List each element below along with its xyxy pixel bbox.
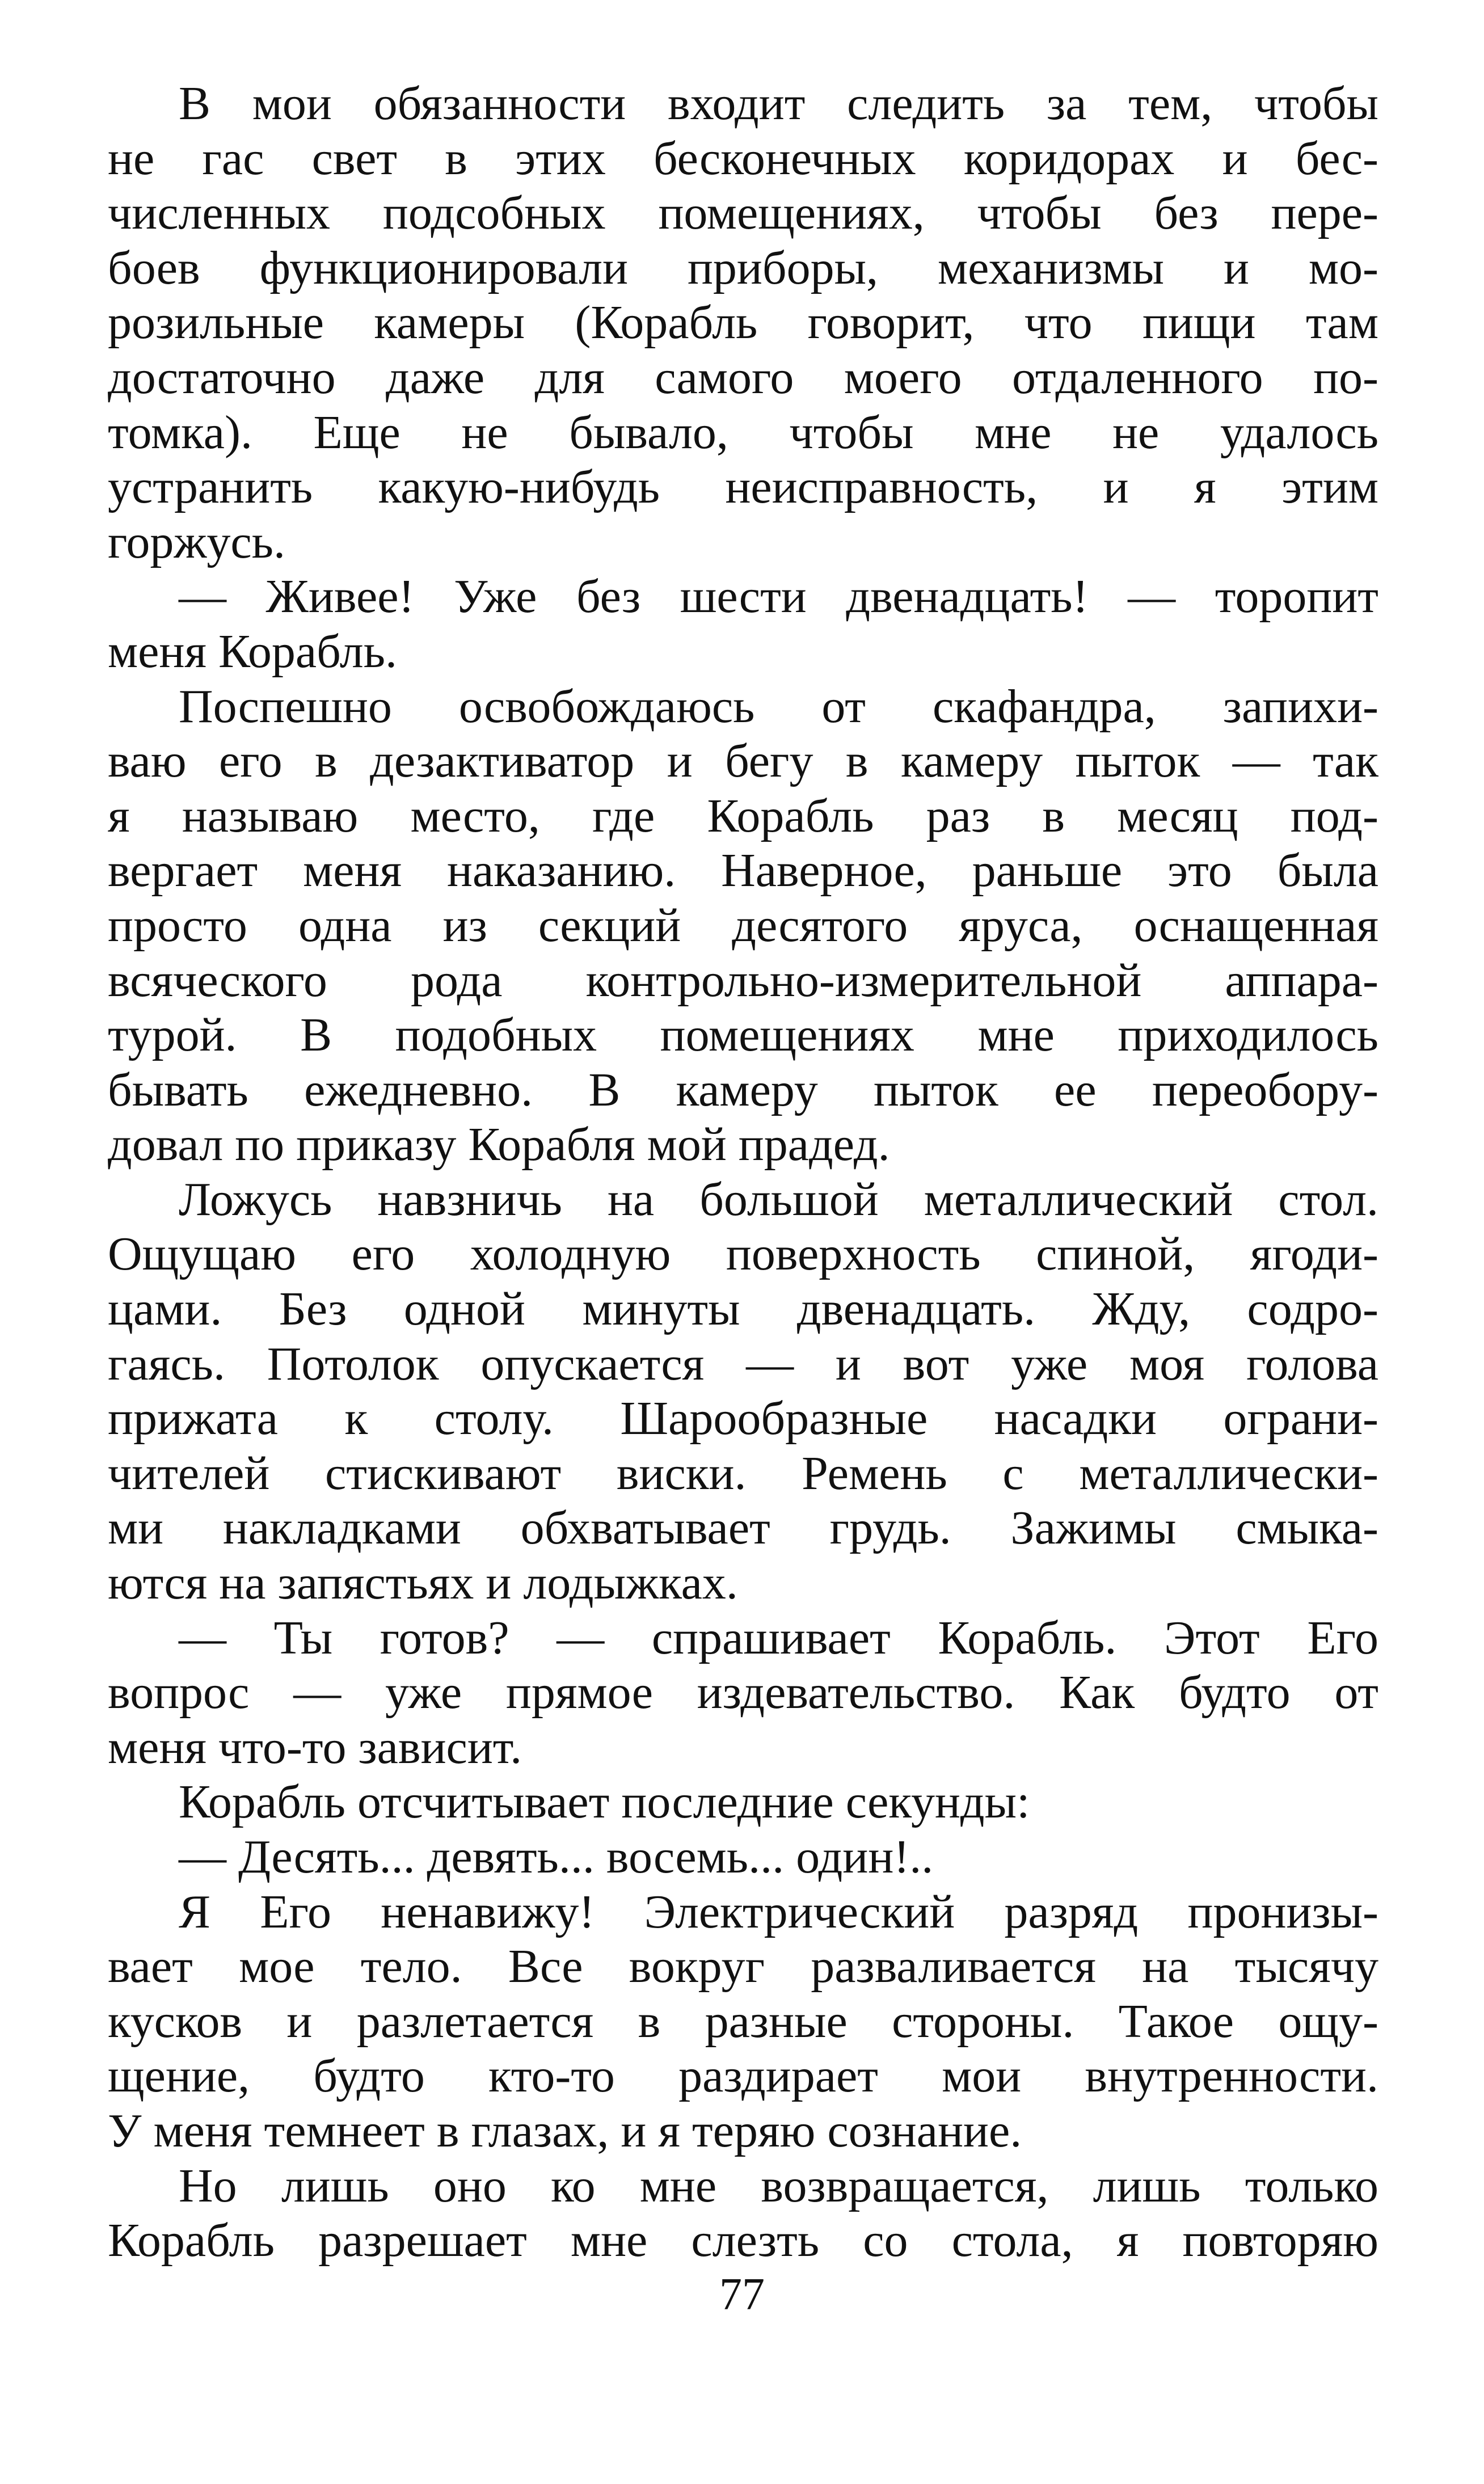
text-line: прижата к столу. Шарообразные насадки ограни- bbox=[108, 1392, 1378, 1445]
text-line: не гас свет в этих бесконечных коридорах и бес- bbox=[108, 132, 1378, 185]
text-line: чителей стискивают виски. Ремень с металлически- bbox=[108, 1446, 1378, 1500]
text-line: численных подсобных помещениях, чтобы без пере- bbox=[108, 187, 1378, 240]
text-line: — Десять... девять... восемь... один!.. bbox=[179, 1831, 934, 1883]
text-line: кусков и разлетается в разные стороны. Такое ощу- bbox=[108, 1994, 1378, 2048]
text-line: ми накладками обхватывает грудь. Зажимы смыка- bbox=[108, 1502, 1378, 1555]
text-line: гаясь. Потолок опускается — и вот уже моя голова bbox=[108, 1337, 1378, 1390]
text-line: боев функционировали приборы, механизмы и мо- bbox=[108, 241, 1378, 294]
text-line: я называю место, где Корабль раз в месяц под- bbox=[108, 789, 1378, 842]
text-line: вает мое тело. Все вокруг разваливается на тысячу bbox=[108, 1940, 1378, 1993]
text-block bbox=[108, 77, 1378, 2268]
text-line: щение, будто кто-то раздирает мои внутренности. bbox=[108, 2049, 1378, 2103]
text-line: Корабль разрешает мне слезть со стола, я повторяю bbox=[108, 2214, 1378, 2267]
text-line: довал по приказу Корабля мой прадед. bbox=[108, 1118, 890, 1171]
text-line: Я Его ненавижу! Электрический разряд пронизы- bbox=[179, 1885, 1378, 1938]
text-line: горжусь. bbox=[108, 515, 285, 568]
text-line: устранить какую-нибудь неисправность, и я этим bbox=[108, 461, 1378, 514]
text-line: ются на запястьях и лодыжках. bbox=[108, 1557, 738, 1610]
text-line: — Живее! Уже без шести двенадцать! — торопит bbox=[179, 570, 1378, 623]
text-line: Поспешно освобождаюсь от скафандра, запихи- bbox=[179, 680, 1378, 733]
text-line: Ощущаю его холодную поверхность спиной, ягоди- bbox=[108, 1228, 1378, 1281]
page-number: 77 bbox=[719, 2270, 765, 2319]
text-line: турой. В подобных помещениях мне приходилось bbox=[108, 1009, 1378, 1062]
text-line: — Ты готов? — спрашивает Корабль. Этот Его bbox=[179, 1611, 1378, 1664]
text-line: Корабль отсчитывает последние секунды: bbox=[179, 1776, 1030, 1829]
text-line: цами. Без одной минуты двенадцать. Жду, содро- bbox=[108, 1283, 1378, 1336]
text-line: В мои обязанности входит следить за тем, чтобы bbox=[179, 77, 1378, 130]
text-line: вопрос — уже прямое издевательство. Как будто от bbox=[108, 1666, 1378, 1719]
text-line: меня Корабль. bbox=[108, 625, 398, 678]
text-line: достаточно даже для самого моего отдаленного по- bbox=[108, 351, 1378, 404]
text-line: Ложусь навзничь на большой металлический стол. bbox=[179, 1173, 1378, 1226]
text-line: просто одна из секций десятого яруса, оснащенная bbox=[108, 899, 1378, 952]
text-line: Но лишь оно ко мне возвращается, лишь только bbox=[179, 2159, 1378, 2212]
text-line: вергает меня наказанию. Наверное, раньше это была bbox=[108, 844, 1378, 897]
text-line: ваю его в дезактиватор и бегу в камеру пыток — так bbox=[108, 735, 1378, 788]
text-line: томка). Еще не бывало, чтобы мне не удалось bbox=[108, 406, 1378, 459]
text-line: всяческого рода контрольно-измерительной аппара- bbox=[108, 954, 1378, 1007]
text-line: бывать ежедневно. В камеру пыток ее переобору- bbox=[108, 1063, 1378, 1116]
text-line: розильные камеры (Корабль говорит, что пищи там bbox=[108, 296, 1378, 349]
text-line: меня что-то зависит. bbox=[108, 1720, 522, 1774]
page-body bbox=[108, 77, 1378, 2268]
text-line: У меня темнеет в глазах, и я теряю сознание. bbox=[108, 2104, 1022, 2157]
